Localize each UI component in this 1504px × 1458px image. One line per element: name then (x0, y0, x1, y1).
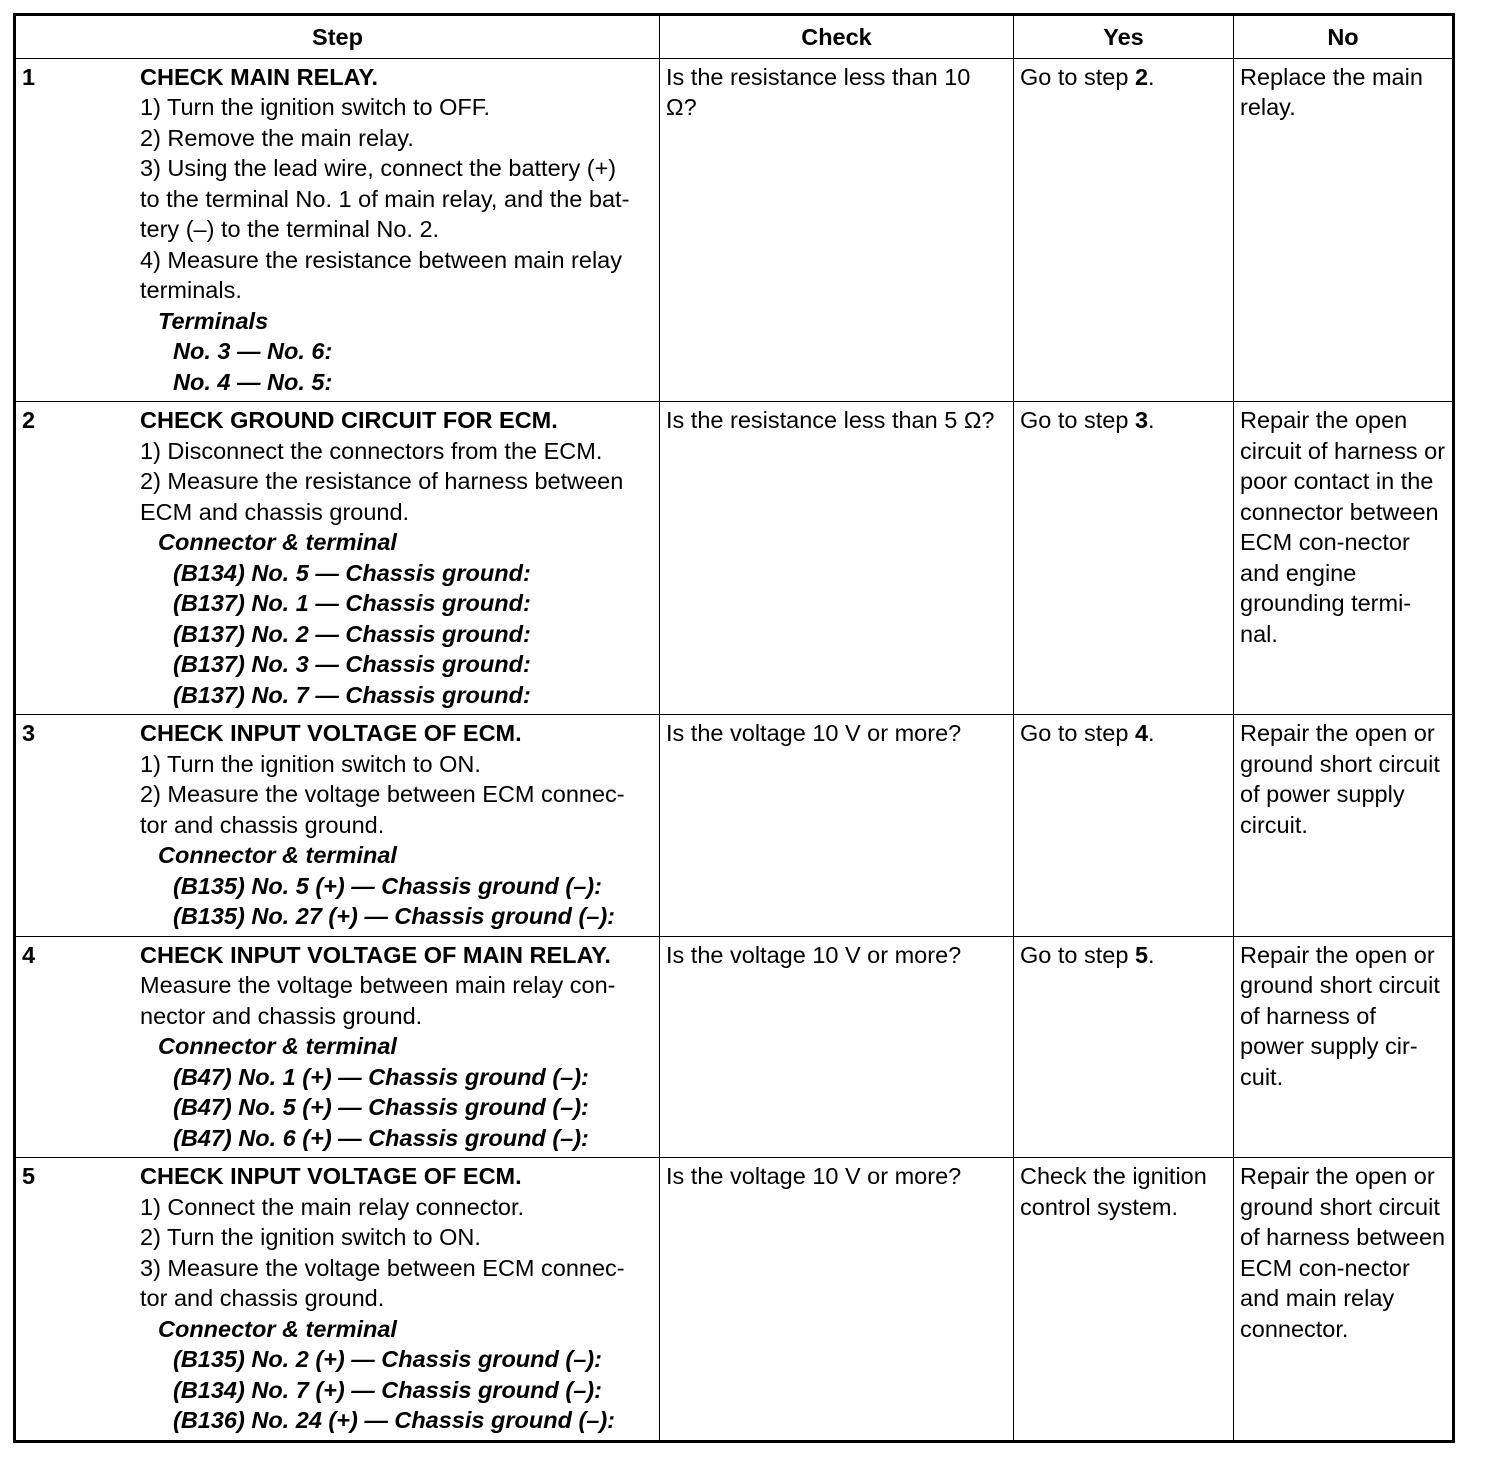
no-action: Repair the open circuit of harness or poor contact in the connector between ECM con-nector and engine grounding termi-nal. (1240, 407, 1446, 647)
instruction-line: Measure the voltage between main relay con- (140, 972, 616, 998)
spec-item: No. 4 — No. 5: (173, 368, 333, 395)
spec-item: (B135) No. 5 (+) — Chassis ground (–): (173, 872, 602, 899)
instruction-line: terminals. (140, 277, 242, 303)
instruction-line: 2) Measure the voltage between ECM connec- (140, 781, 625, 807)
check-cell (660, 936, 1014, 1158)
yes-action (1020, 64, 1155, 90)
check-cell (660, 1158, 1014, 1442)
yes-action (1020, 1163, 1207, 1220)
instruction-lines (140, 970, 653, 1031)
spec-list (140, 1062, 653, 1154)
spec-item: (B135) No. 2 (+) — Chassis ground (–): (173, 1346, 602, 1372)
spec-heading: Terminals (158, 307, 269, 334)
instruction-lines (140, 749, 653, 841)
no-action: Repair the open or ground short circuit of harness of power supply cir-cuit. (1240, 941, 1440, 1090)
spec-list (140, 1344, 653, 1436)
spec-list (140, 558, 653, 711)
yes-step-number: 4 (1134, 720, 1149, 746)
table-row (15, 58, 1454, 402)
instruction-line: tor and chassis ground. (140, 1285, 385, 1311)
yes-suffix: . (1148, 63, 1155, 90)
step-number: 4 (22, 941, 36, 968)
spec-item: (B137) No. 3 — Chassis ground: (173, 651, 531, 677)
check-question: Is the resistance less than 10 Ω? (666, 63, 971, 120)
check-cell (660, 402, 1014, 715)
step-instructions (140, 62, 653, 398)
instruction-line: 1) Turn the ignition switch to ON. (140, 750, 481, 777)
yes-suffix: . (1148, 941, 1155, 968)
spec-heading: Connector & terminal (158, 1033, 397, 1059)
spec-heading: Connector & terminal (158, 842, 397, 868)
no-cell (1234, 402, 1454, 715)
spec-item: (B137) No. 1 — Chassis ground: (173, 590, 531, 616)
spec-heading: Connector & terminal (158, 1315, 397, 1342)
yes-action (1020, 720, 1155, 746)
step-cell (15, 1158, 660, 1442)
header-row (15, 15, 1454, 59)
instruction-line: ECM and chassis ground. (140, 498, 410, 525)
step-instructions (140, 940, 653, 1154)
header-no: No (1234, 15, 1454, 59)
header-check: Check (660, 15, 1014, 59)
spec-item: (B47) No. 1 (+) — Chassis ground (–): (173, 1063, 589, 1090)
step-number: 5 (22, 1163, 36, 1189)
step-cell (15, 58, 660, 402)
yes-text: Check the ignition control system. (1020, 1163, 1207, 1220)
spec-item: (B134) No. 7 (+) — Chassis ground (–): (173, 1376, 602, 1403)
yes-cell (1014, 58, 1234, 402)
diagnostic-procedure (13, 13, 1454, 1443)
yes-text: Go to step (1020, 407, 1135, 433)
spec-heading: Connector & terminal (158, 529, 397, 555)
yes-text: Go to step (1020, 720, 1135, 746)
check-question: Is the voltage 10 V or more? (666, 941, 962, 968)
instruction-lines (140, 1192, 653, 1314)
step-cell (15, 936, 660, 1158)
step-number: 2 (22, 407, 36, 433)
table-row (15, 1158, 1454, 1442)
instruction-line: 1) Connect the main relay connector. (140, 1193, 525, 1220)
yes-cell (1014, 936, 1234, 1158)
yes-step-number: 2 (1134, 63, 1149, 90)
instruction-line: 1) Turn the ignition switch to OFF. (140, 94, 491, 120)
spec-item: (B135) No. 27 (+) — Chassis ground (–): (173, 903, 616, 929)
check-cell (660, 58, 1014, 402)
table-row (15, 715, 1454, 937)
instruction-line: to the terminal No. 1 of main relay, and the bat- (140, 185, 630, 212)
instruction-lines (140, 436, 653, 528)
yes-step-number: 3 (1134, 407, 1149, 433)
instruction-lines (140, 92, 653, 306)
spec-item: (B47) No. 6 (+) — Chassis ground (–): (173, 1124, 589, 1151)
yes-cell (1014, 715, 1234, 937)
instruction-line: 2) Remove the main relay. (140, 124, 414, 151)
no-cell (1234, 58, 1454, 402)
no-action: Replace the main relay. (1240, 63, 1423, 120)
step-title: CHECK INPUT VOLTAGE OF ECM. (140, 720, 522, 746)
check-question: Is the resistance less than 5 Ω? (666, 407, 995, 433)
yes-action (1020, 407, 1155, 433)
spec-item: (B47) No. 5 (+) — Chassis ground (–): (173, 1094, 589, 1120)
no-cell (1234, 715, 1454, 937)
table-row (15, 936, 1454, 1158)
step-cell (15, 402, 660, 715)
instruction-line: 2) Turn the ignition switch to ON. (140, 1224, 481, 1250)
no-cell (1234, 1158, 1454, 1442)
header-step: Step (15, 15, 660, 59)
spec-list (140, 336, 653, 397)
instruction-line: 3) Measure the voltage between ECM connec- (140, 1254, 625, 1281)
step-number: 3 (22, 720, 36, 746)
step-cell (15, 715, 660, 937)
spec-list (140, 871, 653, 932)
check-question: Is the voltage 10 V or more? (666, 720, 962, 746)
step-instructions (140, 718, 653, 932)
no-action: Repair the open or ground short circuit of power supply circuit. (1240, 720, 1440, 838)
yes-text: Go to step (1020, 941, 1135, 968)
spec-item: No. 3 — No. 6: (173, 338, 333, 364)
header-yes: Yes (1014, 15, 1234, 59)
check-question: Is the voltage 10 V or more? (666, 1163, 962, 1189)
step-title: CHECK GROUND CIRCUIT FOR ECM. (140, 407, 558, 433)
instruction-line: 3) Using the lead wire, connect the battery (+) (140, 155, 617, 181)
diagnostic-table (13, 13, 1455, 1443)
spec-item: (B134) No. 5 — Chassis ground: (173, 559, 531, 586)
step-number: 1 (22, 63, 36, 90)
check-cell (660, 715, 1014, 937)
yes-step-number: 5 (1134, 941, 1149, 968)
step-title: CHECK INPUT VOLTAGE OF MAIN RELAY. (140, 941, 611, 968)
spec-item: (B137) No. 7 — Chassis ground: (173, 681, 531, 708)
yes-suffix: . (1148, 407, 1155, 433)
no-action: Repair the open or ground short circuit of harness between ECM con-nector and main relay connector. (1240, 1163, 1446, 1342)
step-instructions (140, 405, 653, 710)
no-cell (1234, 936, 1454, 1158)
instruction-line: 1) Disconnect the connectors from the ECM. (140, 437, 603, 464)
instruction-line: tor and chassis ground. (140, 811, 385, 838)
spec-item: (B137) No. 2 — Chassis ground: (173, 620, 531, 647)
yes-cell (1014, 1158, 1234, 1442)
table-body (15, 58, 1454, 1441)
yes-cell (1014, 402, 1234, 715)
step-title: CHECK MAIN RELAY. (140, 63, 379, 90)
table-row (15, 402, 1454, 715)
instruction-line: 4) Measure the resistance between main relay (140, 246, 622, 273)
step-instructions (140, 1161, 653, 1436)
spec-item: (B136) No. 24 (+) — Chassis ground (–): (173, 1407, 616, 1433)
yes-action (1020, 942, 1155, 968)
instruction-line: nector and chassis ground. (140, 1002, 423, 1029)
instruction-line: 2) Measure the resistance of harness between (140, 468, 624, 494)
yes-suffix: . (1148, 720, 1155, 746)
yes-text: Go to step (1020, 63, 1135, 90)
instruction-line: tery (–) to the terminal No. 2. (140, 216, 440, 242)
step-title: CHECK INPUT VOLTAGE OF ECM. (140, 1163, 522, 1189)
